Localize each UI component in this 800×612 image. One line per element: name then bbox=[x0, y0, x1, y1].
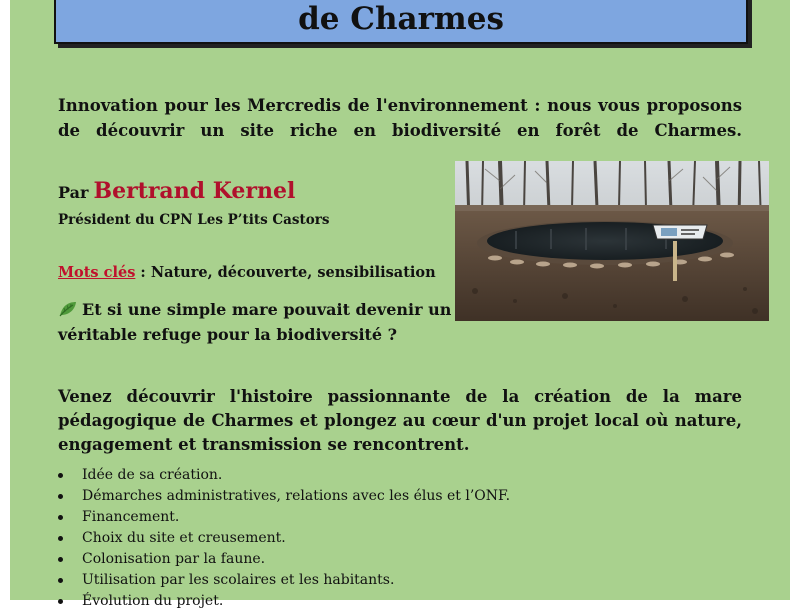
list-item bbox=[58, 591, 738, 612]
author-role: Président du CPN Les P’tits Castors bbox=[58, 212, 330, 228]
author-line bbox=[58, 178, 295, 204]
keywords-label: Mots clés bbox=[58, 264, 136, 281]
keywords-separator: : bbox=[135, 264, 151, 281]
title-banner bbox=[54, 0, 748, 44]
keywords-line bbox=[58, 264, 436, 281]
bullet-icon bbox=[58, 494, 63, 499]
list-item bbox=[58, 507, 738, 528]
bullet-icon bbox=[58, 473, 63, 478]
leaf-icon bbox=[58, 300, 78, 318]
author-name: Bertrand Kernel bbox=[93, 178, 296, 204]
bullet-icon bbox=[58, 557, 63, 562]
list-item bbox=[58, 570, 738, 591]
bullet-icon bbox=[58, 599, 63, 604]
list-item-text: Évolution du projet. bbox=[82, 593, 224, 609]
keywords-text: Nature, découverte, sensibilisation bbox=[150, 264, 436, 281]
list-item bbox=[58, 465, 738, 486]
question-paragraph bbox=[58, 297, 453, 347]
list-item-text: Démarches administratives, relations avec les élus et l’ONF. bbox=[82, 488, 511, 504]
question-text: Et si une simple mare pouvait devenir un véritable refuge pour la biodiversité ? bbox=[58, 300, 452, 344]
list-item-text: Choix du site et creusement. bbox=[82, 530, 286, 546]
list-item bbox=[58, 528, 738, 549]
description-paragraph: Venez découvrir l'histoire passionnante de la création de la mare pédagogique de Charmes et plongez au cœur d'un projet local où nature, engagement et transmission se rencontrent. bbox=[58, 387, 742, 454]
intro-paragraph: Innovation pour les Mercredis de l'environnement : nous vous proposons de découvrir un site riche en biodiversité en forêt de Charmes. bbox=[58, 96, 742, 140]
list-item-text: Idée de sa création. bbox=[82, 467, 223, 483]
author-prefix: Par bbox=[58, 183, 89, 202]
topics-list bbox=[58, 465, 738, 612]
page-title: de Charmes bbox=[298, 1, 504, 37]
bullet-icon bbox=[58, 515, 63, 520]
document-page bbox=[10, 0, 790, 609]
list-item bbox=[58, 486, 738, 507]
bullet-icon bbox=[58, 578, 63, 583]
list-item-text: Financement. bbox=[82, 509, 180, 525]
pond-photo bbox=[455, 161, 769, 321]
list-item-text: Colonisation par la faune. bbox=[82, 551, 266, 567]
list-item-text: Utilisation par les scolaires et les habitants. bbox=[82, 572, 395, 588]
list-item bbox=[58, 549, 738, 570]
bullet-icon bbox=[58, 536, 63, 541]
